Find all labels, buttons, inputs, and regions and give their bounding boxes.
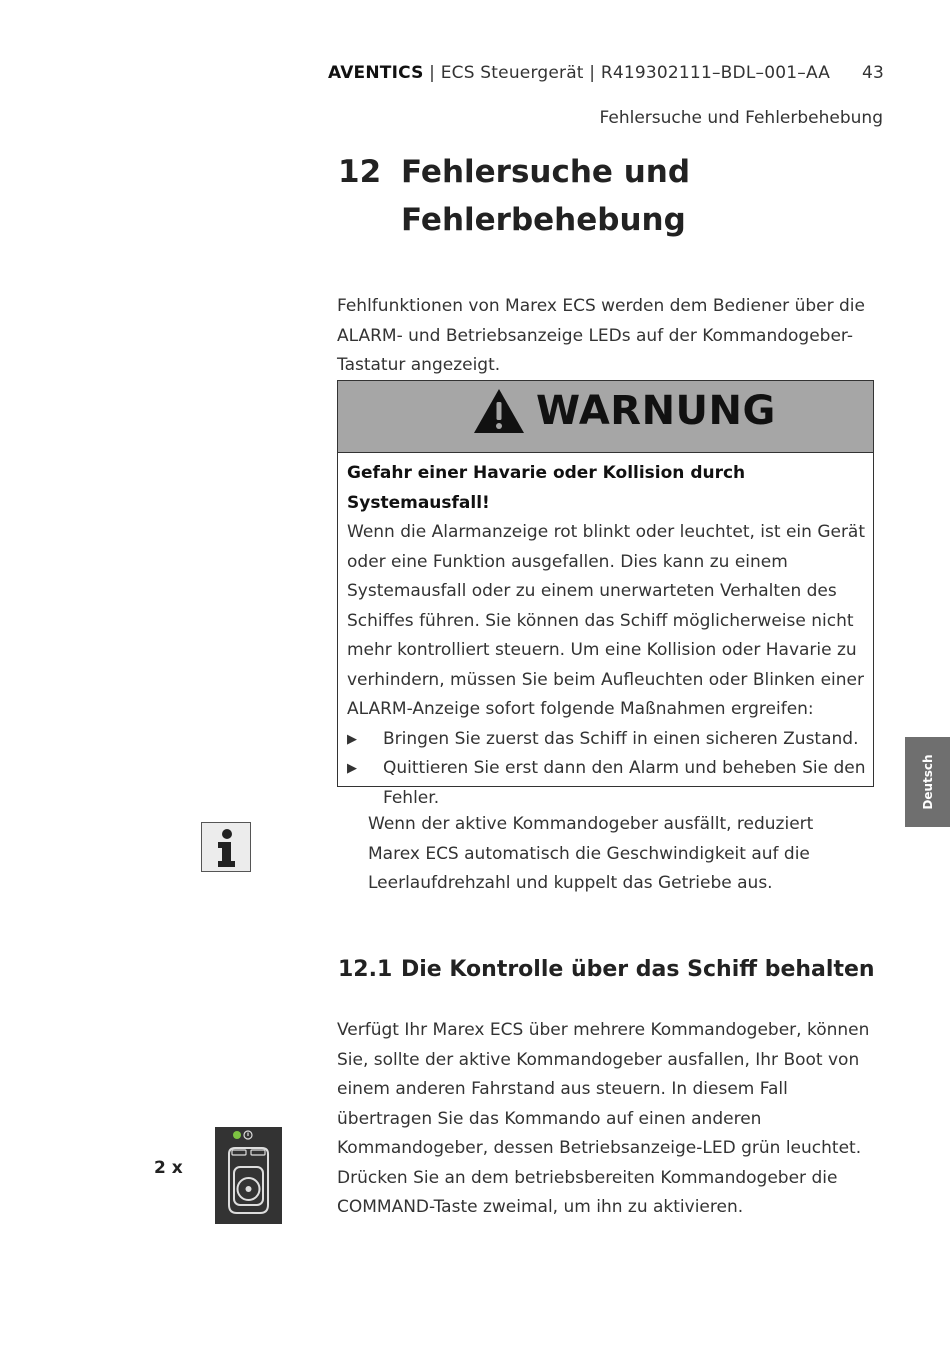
- subsection-title: Die Kontrolle über das Schiff behalten: [401, 957, 875, 982]
- running-title: Fehlersuche und Fehlerbehebung: [599, 108, 883, 128]
- warning-headline: Gefahr einer Havarie oder Kollision durch Systemausfall!: [347, 463, 746, 513]
- warning-body: [347, 459, 869, 813]
- list-item-text: Bringen Sie zuerst das Schiff in einen sicheren Zustand.: [383, 728, 859, 749]
- command-key-icon: [215, 1127, 282, 1224]
- header-separator: |: [583, 63, 601, 83]
- page-header: [328, 63, 884, 83]
- chapter-title: Fehlersuche und Fehlerbehebung: [401, 154, 691, 238]
- page-number: 43: [861, 63, 884, 83]
- list-item: [347, 754, 869, 813]
- bullet-arrow-icon: ▶: [347, 731, 357, 747]
- language-tab: [905, 737, 950, 827]
- warning-signal-word: WARNUNG: [536, 388, 776, 434]
- language-tab-label: Deutsch: [920, 754, 935, 810]
- doc-number: R419302111–BDL–001–AA: [600, 63, 831, 83]
- bullet-arrow-icon: ▶: [347, 761, 357, 776]
- list-item: [347, 725, 869, 755]
- warning-text: Wenn die Alarmanzeige rot blinkt oder leuchtet, ist ein Gerät oder eine Funktion ausgefallen. Dies kann zu einem Systemausfall oder zu einem unerwarteten Verhalten des Schiffes führen. Sie können das Schiff möglicherweise nicht mehr kontrolliert steuern. Um eine Kollision oder Havarie zu verhindern, müssen Sie beim Aufleuchten oder Blinken einer ALARM-Anzeige sofort folgende Maßnahmen ergreifen:: [347, 522, 866, 719]
- info-note: Wenn der aktive Kommandogeber ausfällt, reduziert Marex ECS automatisch die Geschwindigkeit auf die Leerlaufdrehzahl und kuppelt das Getriebe aus.: [368, 814, 814, 893]
- warning-triangle-icon: [472, 387, 526, 439]
- brand-name: AVENTICS: [328, 63, 424, 83]
- intro-paragraph: Fehlfunktionen von Marex ECS werden dem Bediener über die ALARM- und Betriebsanzeige LEDs auf der Kommandogeber-Tastatur angezeigt.: [337, 296, 865, 375]
- doc-title: ECS Steuergerät: [440, 63, 584, 83]
- warning-measures-list: [347, 725, 869, 814]
- header-separator: |: [423, 63, 441, 83]
- warning-box: [337, 380, 874, 808]
- subsection-paragraph: Verfügt Ihr Marex ECS über mehrere Kommandogeber, können Sie, sollte der aktive Kommandogeber ausfallen, Ihr Boot von einem anderen Fahrstand aus steuern. In diesem Fall übertragen Sie das Kommando auf einen anderen Kommandogeber, dessen Betriebsanzeige-LED grün leuchtet. Drücken Sie an dem betriebsbereiten Kommandogeber die COMMAND-Taste zweimal, um ihn zu aktivieren.: [337, 1020, 870, 1217]
- info-icon: [201, 822, 251, 872]
- subsection-number: 12.1: [338, 957, 393, 982]
- warning-header: [338, 381, 873, 453]
- chapter-number: 12: [338, 154, 382, 190]
- press-count-label: 2 x: [154, 1158, 183, 1178]
- list-item-text: Quittieren Sie erst dann den Alarm und beheben Sie den Fehler.: [383, 758, 866, 808]
